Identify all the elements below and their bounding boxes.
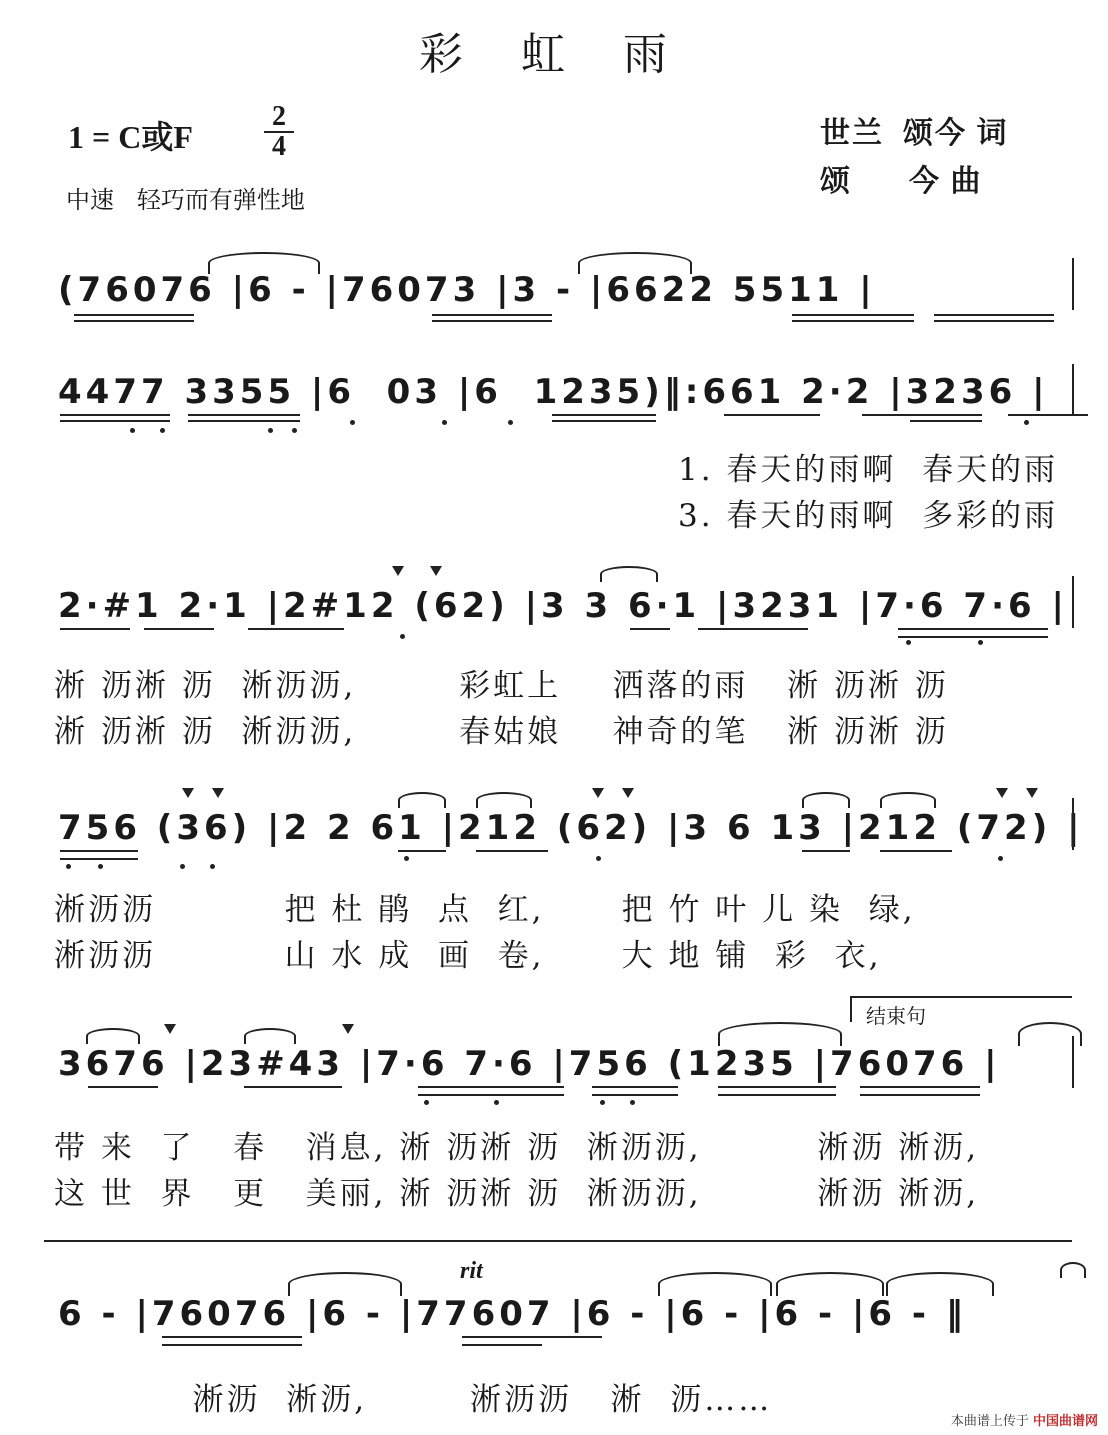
watermark-brand: 中国曲谱网 [1032, 1414, 1098, 1429]
ritardando-marking: rit [460, 1258, 483, 1284]
lyrics-verse-3: 淅 沥淅 沥 淅沥沥, 春姑娘 神奇的笔 淅 沥淅 沥 [54, 714, 949, 750]
lyrics-verse-1: 淅沥沥 把 杜 鹃 点 红, 把 竹 叶 儿 染 绿, [54, 892, 916, 928]
notation-line: 3676 |23#43 |7·6 7·6 |756 (1235 |76076 | [58, 1044, 1001, 1084]
score-system-1 [58, 262, 1072, 322]
lyrics-verse-1: 1. 春天的雨啊 春天的雨 [678, 452, 1059, 488]
lyrics-verse-1: 带 来 了 春 消息, 淅 沥淅 沥 淅沥沥, 淅沥 淅沥, [54, 1130, 980, 1166]
score-system-6 [58, 1294, 1072, 1418]
key-signature: 1 = C或F [68, 119, 193, 155]
notation-line: 2·#1 2·1 |2#12 (62) |3 3 6·1 |3231 |7·6 7·6 | [58, 586, 1068, 626]
song-title: 彩 虹 雨 [419, 29, 689, 80]
time-signature [264, 101, 294, 162]
notation-line: (76076 |6 - |76073 |3 - |6622 5511 | [58, 270, 876, 310]
time-signature-bottom: 4 [272, 131, 286, 162]
score-system-4 [54, 808, 1084, 978]
time-signature-top: 2 [272, 101, 286, 132]
tempo-marking: 中速 轻巧而有弹性地 [66, 186, 305, 214]
lyrics-verse-3: 这 世 界 更 美丽, 淅 沥淅 沥 淅沥沥, 淅沥 淅沥, [54, 1176, 980, 1212]
fermata-icon [1060, 1262, 1086, 1278]
watermark [951, 1410, 1098, 1429]
system-6-top-line [44, 1240, 1072, 1242]
score-system-3 [54, 586, 1072, 750]
notation-line: 6 - |76076 |6 - |77607 |6 - |6 - |6 - |6 - ‖ [58, 1294, 967, 1334]
score-system-2 [58, 372, 1072, 532]
lyrics-verse-3: 3. 春天的雨啊 多彩的雨 [678, 498, 1059, 534]
lyricist-credit: 世兰 颂今 词 [820, 117, 1009, 150]
lyrics-coda: 淅沥 淅沥, 淅沥沥 淅 沥…… [154, 1382, 773, 1418]
lyrics-verse-1: 淅 沥淅 沥 淅沥沥, 彩虹上 洒落的雨 淅 沥淅 沥 [54, 668, 949, 704]
notation-line: 756 (36) |2 2 61 |212 (62) |3 6 13 |212 (72) | [58, 808, 1084, 848]
composer-credit: 颂 今 曲 [820, 165, 983, 198]
watermark-prefix: 本曲谱上传于 [950, 1414, 1029, 1429]
lyrics-verse-3: 淅沥沥 山 水 成 画 卷, 大 地 铺 彩 衣, [54, 938, 882, 974]
score-system-5 [54, 1044, 1072, 1214]
ending-label: 结束句 [866, 1004, 926, 1028]
ending-bracket [850, 996, 1072, 1028]
notation-line: 4477 3355 |6 03 |6 1235)‖:661 2·2 |3236 | [58, 372, 1049, 412]
